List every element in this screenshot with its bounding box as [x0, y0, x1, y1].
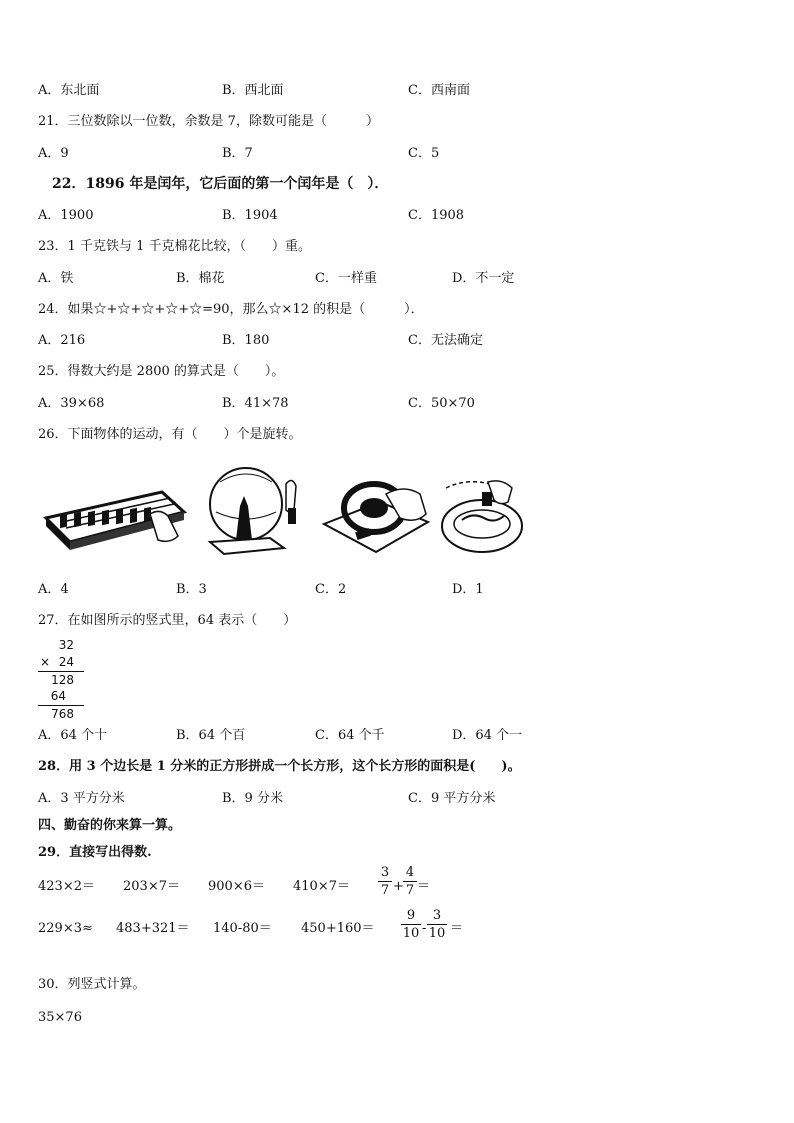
q29-text: 29．直接写出得数. — [38, 845, 152, 860]
globe-image — [200, 462, 310, 558]
equals-sign: ＝ — [417, 879, 431, 894]
calc-7: 140-80＝ — [213, 921, 272, 936]
calc-8: 450+160＝ — [301, 921, 375, 936]
q21-text: 21．三位数除以一位数，余数是 7，除数可能是（ ） — [38, 114, 379, 129]
q22-text: 22．1896 年是闰年，它后面的第一个闰年是（ ）． — [52, 176, 389, 192]
vm-line-1 — [38, 671, 84, 672]
section-4-heading: 四、勤奋的你来算一算。 — [38, 818, 182, 833]
denominator: 10 — [402, 926, 420, 941]
q25-option-a: A．39×68 — [38, 396, 105, 411]
vm-result: 768 — [51, 707, 74, 721]
equals-sign: ＝ — [450, 921, 464, 936]
denominator: 7 — [405, 883, 415, 898]
q20-option-a: A．东北面 — [38, 83, 100, 98]
numerator: 3 — [380, 865, 390, 880]
q30-expression: 35×76 — [38, 1010, 82, 1025]
abacus-image — [42, 478, 188, 558]
q26-option-d: D．1 — [452, 582, 484, 597]
fraction-9-10 — [401, 908, 421, 941]
q24-option-c: C．无法确定 — [408, 333, 483, 348]
q23-text: 23．1 千克铁与 1 千克棉花比较，（ ）重。 — [38, 239, 311, 254]
q25-option-b: B．41×78 — [222, 396, 289, 411]
vm-times-sign: × — [40, 655, 51, 669]
q28-option-b: B．9 分米 — [222, 791, 283, 806]
plus-sign: + — [393, 879, 404, 894]
q26-option-c: C．2 — [315, 582, 347, 597]
vertical-multiplication — [38, 638, 88, 724]
q21-option-a: A．9 — [38, 146, 69, 161]
q23-option-a: A．铁 — [38, 271, 74, 286]
q30-text: 30．列竖式计算。 — [38, 977, 146, 992]
calc-4: 410×7＝ — [293, 879, 350, 894]
q28-option-a: A．3 平方分米 — [38, 791, 125, 806]
fraction-4-7 — [403, 865, 417, 898]
q24-text: 24．如果☆+☆+☆+☆+☆=90，那么☆×12 的积是（ ）． — [38, 302, 424, 317]
denominator: 7 — [380, 883, 390, 898]
q21-option-b: B．7 — [222, 146, 253, 161]
vm-multiplier: 24 — [58, 655, 74, 669]
q21-option-c: C．5 — [408, 146, 440, 161]
q23-option-b: B．棉花 — [176, 271, 225, 286]
q28-option-c: C．9 平方分米 — [408, 791, 496, 806]
fraction-bar — [403, 881, 417, 882]
calc-1: 423×2＝ — [38, 879, 95, 894]
steering-wheel-image — [320, 474, 430, 558]
numerator: 4 — [405, 865, 415, 880]
q27-option-a: A．64 个十 — [38, 728, 108, 743]
q24-option-b: B．180 — [222, 333, 270, 348]
q26-option-a: A．4 — [38, 582, 69, 597]
q26-text: 26．下面物体的运动，有（ ）个是旋转。 — [38, 427, 302, 442]
q23-option-d: D．不一定 — [452, 271, 515, 286]
calc-3: 900×6＝ — [208, 879, 265, 894]
q27-text: 27．在如图所示的竖式里，64 表示（ ） — [38, 613, 297, 628]
q27-option-d: D．64 个一 — [452, 728, 523, 743]
q22-option-b: B．1904 — [222, 208, 278, 223]
q25-text: 25．得数大约是 2800 的算式是（ ）。 — [38, 364, 285, 379]
q23-option-c: C．一样重 — [315, 271, 377, 286]
q28-text: 28．用 3 个边长是 1 分米的正方形拼成一个长方形，这个长方形的面积是( )。 — [38, 759, 521, 774]
fraction-3-7 — [378, 865, 392, 898]
q20-option-b: B．西北面 — [222, 83, 284, 98]
denominator: 10 — [428, 926, 446, 941]
q25-option-c: C．50×70 — [408, 396, 475, 411]
q22-option-c: C．1908 — [408, 208, 465, 223]
q27-option-c: C．64 个千 — [315, 728, 385, 743]
faucet-sink-image — [436, 474, 532, 558]
vm-top: 32 — [58, 638, 74, 652]
calc-2: 203×7＝ — [123, 879, 180, 894]
q20-option-c: C．西南面 — [408, 83, 470, 98]
q26-option-b: B．3 — [176, 582, 207, 597]
calc-6: 483+321＝ — [116, 921, 190, 936]
fraction-bar — [378, 881, 392, 882]
minus-sign: - — [422, 921, 427, 936]
fraction-bar — [427, 924, 447, 925]
calc-5: 229×3≈ — [38, 921, 93, 936]
vm-line-2 — [38, 705, 84, 706]
vm-partial-2: 64 — [50, 689, 66, 703]
fraction-3-10 — [427, 908, 447, 941]
numerator: 9 — [406, 908, 416, 923]
vm-partial-1: 128 — [51, 673, 74, 687]
fraction-bar — [401, 924, 421, 925]
numerator: 3 — [432, 908, 442, 923]
q24-option-a: A．216 — [38, 333, 86, 348]
q22-option-a: A．1900 — [38, 208, 94, 223]
q27-option-b: B．64 个百 — [176, 728, 246, 743]
